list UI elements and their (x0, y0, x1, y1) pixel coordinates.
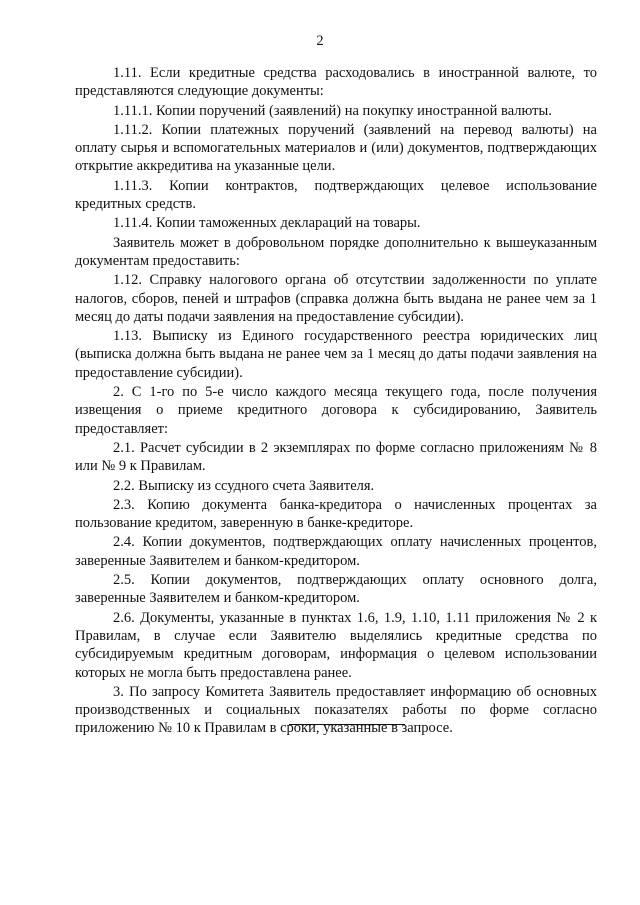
paragraph-2-2: 2.2. Выписку из ссудного счета Заявителя. (113, 477, 375, 494)
end-separator-line (289, 724, 405, 725)
paragraph-2: 2. С 1-го по 5-е число каждого месяца текущего года, после получения извещения о приеме кредитного договора к субсидированию, Заявитель предоставляет: (75, 384, 597, 437)
page-number: 2 (316, 33, 324, 49)
paragraph-1-11-4: 1.11.4. Копии таможенных деклараций на товары. (113, 215, 421, 232)
paragraph-1-13: 1.13. Выписку из Единого государственного реестра юридических лиц (выписка должна быть выдана не ранее чем за 1 месяц до даты подачи заявления на предоставление субсидии). (75, 328, 597, 381)
document-body (75, 64, 597, 739)
paragraph-optional-intro: Заявитель может в добровольном порядке дополнительно к вышеуказанным документам предоставить: (75, 234, 597, 269)
paragraph-2-5: 2.5. Копии документов, подтверждающих оплату основного долга, заверенные Заявителем и банком-кредитором. (75, 572, 597, 607)
paragraph-1-11-2: 1.11.2. Копии платежных поручений (заявлений на перевод валюты) на оплату сырья и вспомогательных материалов и (или) документов, подтверждающих открытие аккредитива на указанные цели. (75, 121, 597, 175)
paragraph-2-4: 2.4. Копии документов, подтверждающих оплату начисленных процентов, заверенные Заявителем и банком-кредитором. (75, 534, 597, 569)
paragraph-1-11-1: 1.11.1. Копии поручений (заявлений) на покупку иностранной валюты. (113, 102, 552, 119)
paragraph-2-3: 2.3. Копию документа банка-кредитора о начисленных процентах за пользование кредитом, заверенную в банке-кредиторе. (75, 496, 597, 532)
paragraph-2-6: 2.6. Документы, указанные в пунктах 1.6, 1.9, 1.10, 1.11 приложения № 2 к Правилам, в случае если Заявителю выделялись кредитные средства по субсидируемым кредитным договорам, информация о целевом использовании которых не могла быть предоставлена ранее. (75, 609, 597, 681)
paragraph-2-1: 2.1. Расчет субсидии в 2 экземплярах по форме согласно приложениям № 8 или № 9 к Правилам. (75, 439, 597, 475)
paragraph-1-12: 1.12. Справку налогового органа об отсутствии задолженности по уплате налогов, сборов, пеней и штрафов (справка должна быть выдана не ранее чем за 1 месяц до даты подачи заявления на предоставление субсидии). (75, 272, 597, 325)
paragraph-1-11-3: 1.11.3. Копии контрактов, подтверждающих целевое использование кредитных средств. (75, 177, 597, 213)
paragraph-3: 3. По запросу Комитета Заявитель предоставляет информацию об основных производственных и социальных показателях работы по форме согласно приложению № 10 к Правилам в сроки, указанные в запросе. (75, 683, 597, 737)
paragraph-1-11: 1.11. Если кредитные средства расходовались в иностранной валюте, то представляются следующие документы: (75, 65, 597, 100)
